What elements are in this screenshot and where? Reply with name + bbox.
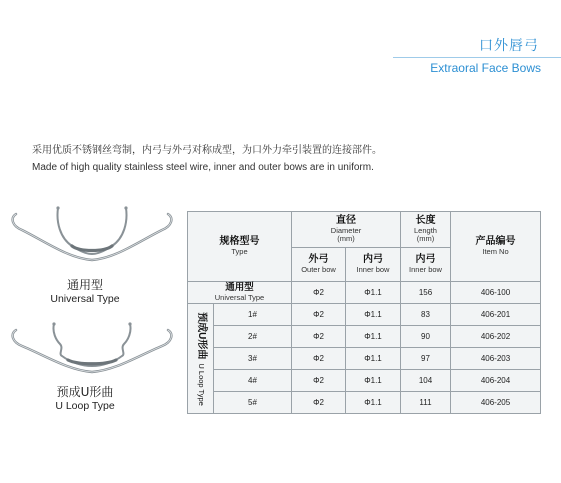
length-cell: 83 — [401, 304, 451, 326]
item-cell: 406-205 — [451, 392, 541, 414]
diameter-header — [292, 212, 401, 248]
u-loop-type-label-en: U Loop Type — [55, 400, 115, 412]
universal-type-cell-en: Universal Type — [214, 292, 265, 302]
specification-table — [187, 211, 541, 414]
length-inner-bow-header-en: Inner bow — [409, 264, 442, 274]
diameter-header-cn: 直径 — [336, 215, 356, 227]
size-cell: 4# — [214, 370, 292, 392]
type-header-en: Type — [231, 246, 248, 256]
outer-bow-header-en: Outer bow — [301, 264, 336, 274]
outer-cell: Φ2 — [292, 392, 346, 414]
outer-cell: Φ2 — [292, 370, 346, 392]
description-en: Made of high quality stainless steel wire, inner and outer bows are in uniform. — [32, 162, 374, 173]
universal-type-label-cn: 通用型 — [66, 278, 103, 292]
item-no-header-cn: 产品编号 — [475, 236, 516, 248]
inner-cell: Φ1.1 — [346, 304, 401, 326]
length-cell: 90 — [401, 326, 451, 348]
length-header-en: Length — [414, 225, 437, 235]
inner-bow-header-en: Inner bow — [356, 264, 390, 274]
universal-type-label-en: Universal Type — [50, 293, 120, 305]
inner-cell: Φ1.1 — [346, 370, 401, 392]
universal-type-cell — [188, 282, 292, 304]
outer-cell: Φ2 — [292, 304, 346, 326]
size-cell: 1# — [214, 304, 292, 326]
table-row — [188, 304, 541, 326]
inner-cell: Φ1.1 — [346, 392, 401, 414]
inner-cell: Φ1.1 — [346, 348, 401, 370]
u-loop-group-label — [195, 312, 207, 406]
type-header-cn: 规格型号 — [219, 236, 260, 248]
size-cell: 2# — [214, 326, 292, 348]
length-header-cn: 长度 — [415, 215, 436, 227]
length-inner-bow-header-cn: 内弓 — [415, 254, 436, 266]
page-title-en: Extraoral Face Bows — [430, 61, 541, 75]
universal-length-cell: 156 — [401, 282, 451, 304]
table-row — [188, 370, 541, 392]
type-header — [188, 212, 292, 282]
u-loop-group-label-cn: 预成U形曲 — [195, 311, 207, 359]
universal-type-label — [10, 276, 160, 305]
size-cell: 5# — [214, 392, 292, 414]
universal-item-cell: 406-100 — [451, 282, 541, 304]
item-cell: 406-201 — [451, 304, 541, 326]
page-title-cn: 口外唇弓 — [479, 38, 539, 54]
u-loop-face-bow-image — [6, 320, 178, 386]
item-no-header — [451, 212, 541, 282]
inner-bow-header-cn: 内弓 — [363, 254, 383, 266]
title-divider — [393, 57, 561, 58]
length-header — [401, 212, 451, 248]
universal-inner-cell: Φ1.1 — [346, 282, 401, 304]
inner-bow-header — [346, 248, 401, 282]
item-cell: 406-202 — [451, 326, 541, 348]
length-cell: 97 — [401, 348, 451, 370]
description-cn: 采用优质不锈钢丝弯制，内弓与外弓对称成型，为口外力牵引装置的连接部件。 — [32, 145, 382, 156]
length-cell: 104 — [401, 370, 451, 392]
universal-type-cell-cn: 通用型 — [225, 281, 254, 293]
table-row — [188, 392, 541, 414]
u-loop-group-cell — [188, 304, 214, 414]
u-loop-type-label-cn: 预成U形曲 — [56, 385, 114, 399]
length-cell: 111 — [401, 392, 451, 414]
universal-outer-cell: Φ2 — [292, 282, 346, 304]
size-cell: 3# — [214, 348, 292, 370]
diameter-header-en: Diameter — [330, 225, 362, 235]
outer-bow-header-cn: 外弓 — [308, 254, 329, 266]
item-cell: 406-203 — [451, 348, 541, 370]
universal-face-bow-image — [6, 202, 178, 274]
diameter-header-unit: (mm) — [337, 234, 355, 244]
outer-bow-header — [292, 248, 346, 282]
item-no-header-en: Item No — [482, 246, 509, 256]
table-row — [188, 326, 541, 348]
item-cell: 406-204 — [451, 370, 541, 392]
table-row — [188, 348, 541, 370]
inner-cell: Φ1.1 — [346, 326, 401, 348]
length-header-unit: (mm) — [416, 234, 435, 244]
outer-cell: Φ2 — [292, 326, 346, 348]
table-row-universal — [188, 282, 541, 304]
outer-cell: Φ2 — [292, 348, 346, 370]
u-loop-type-label — [10, 383, 160, 412]
u-loop-group-label-en: U Loop Type — [196, 362, 206, 406]
length-inner-bow-header — [401, 248, 451, 282]
table-header-row — [188, 212, 541, 248]
